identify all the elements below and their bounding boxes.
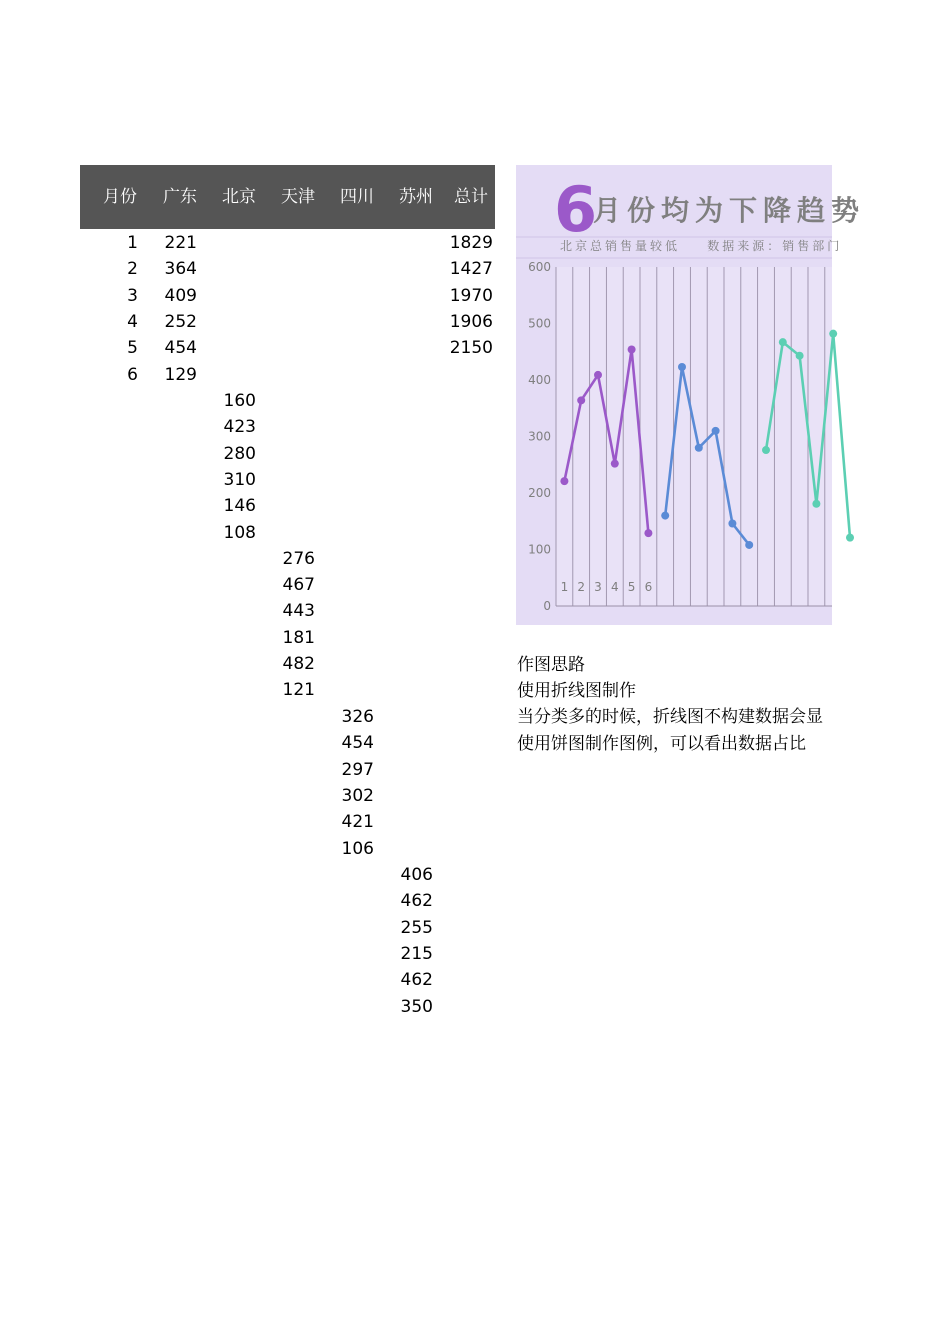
cell-month[interactable]: 3 xyxy=(127,286,138,306)
cell-suzhou[interactable]: 462 xyxy=(400,970,433,990)
y-tick-label: 400 xyxy=(528,373,551,387)
chart-svg xyxy=(516,165,866,625)
cell-tianjin[interactable]: 276 xyxy=(282,549,315,569)
header-tianjin[interactable]: 天津 xyxy=(281,187,315,207)
cell-beijing[interactable]: 310 xyxy=(223,470,256,490)
chart-subtitle: 北京总销售量较低 数据来源：销售部门 xyxy=(560,239,843,253)
data-point xyxy=(829,330,837,338)
cell-total[interactable]: 1829 xyxy=(449,233,493,253)
data-point xyxy=(745,541,753,549)
cell-sichuan[interactable]: 302 xyxy=(341,786,374,806)
data-point xyxy=(695,444,703,452)
note-line: 使用饼图制作图例，可以看出数据占比 xyxy=(517,734,806,754)
cell-sichuan[interactable]: 454 xyxy=(341,733,374,753)
cell-month[interactable]: 2 xyxy=(127,259,138,279)
cell-total[interactable]: 1427 xyxy=(449,259,493,279)
cell-beijing[interactable]: 146 xyxy=(223,496,256,516)
note-line: 使用折线图制作 xyxy=(517,681,636,701)
data-point xyxy=(628,345,636,353)
data-point xyxy=(577,396,585,404)
category-label: 6 xyxy=(644,580,653,594)
cell-guangdong[interactable]: 221 xyxy=(164,233,197,253)
cell-total[interactable]: 2150 xyxy=(449,338,493,358)
data-point xyxy=(712,427,720,435)
cell-guangdong[interactable]: 252 xyxy=(164,312,197,332)
y-tick-label: 100 xyxy=(528,542,551,557)
header-sichuan[interactable]: 四川 xyxy=(340,187,374,207)
header-total[interactable]: 总计 xyxy=(454,187,488,207)
header-suzhou[interactable]: 苏州 xyxy=(399,187,433,207)
data-point xyxy=(678,363,686,371)
cell-month[interactable]: 4 xyxy=(127,312,138,332)
data-point xyxy=(812,500,820,508)
header-guangdong[interactable]: 广东 xyxy=(163,187,197,207)
cell-suzhou[interactable]: 406 xyxy=(400,865,433,885)
header-beijing[interactable]: 北京 xyxy=(222,187,256,207)
plot-layer xyxy=(516,237,854,613)
chart-title-number: 6 xyxy=(554,173,598,246)
category-label: 5 xyxy=(627,580,636,594)
data-point xyxy=(644,529,652,537)
cell-suzhou[interactable]: 350 xyxy=(400,997,433,1017)
line-chart[interactable] xyxy=(516,165,866,625)
cell-sichuan[interactable]: 297 xyxy=(341,760,374,780)
cell-total[interactable]: 1906 xyxy=(449,312,493,332)
category-label: 4 xyxy=(610,580,619,594)
cell-month[interactable]: 5 xyxy=(127,338,138,358)
cell-tianjin[interactable]: 482 xyxy=(282,654,315,674)
y-tick-label: 300 xyxy=(528,429,551,444)
cell-tianjin[interactable]: 121 xyxy=(282,680,315,700)
data-point xyxy=(762,446,770,454)
data-point xyxy=(796,352,804,360)
y-tick-label: 500 xyxy=(528,316,551,331)
data-point xyxy=(728,520,736,528)
category-label: 3 xyxy=(594,580,602,594)
cell-tianjin[interactable]: 467 xyxy=(282,575,315,595)
cell-suzhou[interactable]: 462 xyxy=(400,891,433,911)
data-point xyxy=(594,371,602,379)
cell-suzhou[interactable]: 255 xyxy=(400,918,433,938)
cell-total[interactable]: 1970 xyxy=(449,286,493,306)
cell-guangdong[interactable]: 129 xyxy=(164,365,197,385)
cell-sichuan[interactable]: 421 xyxy=(341,812,374,832)
category-label: 2 xyxy=(577,580,586,594)
cell-month[interactable]: 6 xyxy=(127,365,138,385)
chart-title-text: 月份均为下降趋势 xyxy=(593,194,866,227)
y-tick-label: 200 xyxy=(528,486,551,500)
y-tick-label: 600 xyxy=(528,260,551,274)
data-point xyxy=(611,460,619,468)
cell-tianjin[interactable]: 443 xyxy=(282,601,315,621)
data-point xyxy=(661,512,669,520)
cell-beijing[interactable]: 108 xyxy=(223,523,256,543)
cell-guangdong[interactable]: 409 xyxy=(164,286,197,306)
cell-month[interactable]: 1 xyxy=(127,233,138,253)
cell-beijing[interactable]: 423 xyxy=(223,417,256,437)
cell-sichuan[interactable]: 106 xyxy=(341,839,374,859)
cell-guangdong[interactable]: 454 xyxy=(164,338,197,358)
cell-suzhou[interactable]: 215 xyxy=(400,944,433,964)
data-point xyxy=(560,477,568,485)
note-heading: 作图思路 xyxy=(517,655,585,675)
plot-area xyxy=(556,267,832,606)
cell-beijing[interactable]: 280 xyxy=(223,444,256,464)
y-tick-label: 0 xyxy=(543,599,551,613)
data-point xyxy=(779,338,787,346)
cell-sichuan[interactable]: 326 xyxy=(341,707,374,727)
note-line: 当分类多的时候，折线图不构建数据会显 xyxy=(517,707,823,727)
cell-guangdong[interactable]: 364 xyxy=(164,259,197,279)
header-month[interactable]: 月份 xyxy=(103,187,137,207)
cell-beijing[interactable]: 160 xyxy=(223,391,256,411)
category-label: 1 xyxy=(560,580,569,594)
data-point xyxy=(846,534,854,542)
cell-tianjin[interactable]: 181 xyxy=(282,628,315,648)
